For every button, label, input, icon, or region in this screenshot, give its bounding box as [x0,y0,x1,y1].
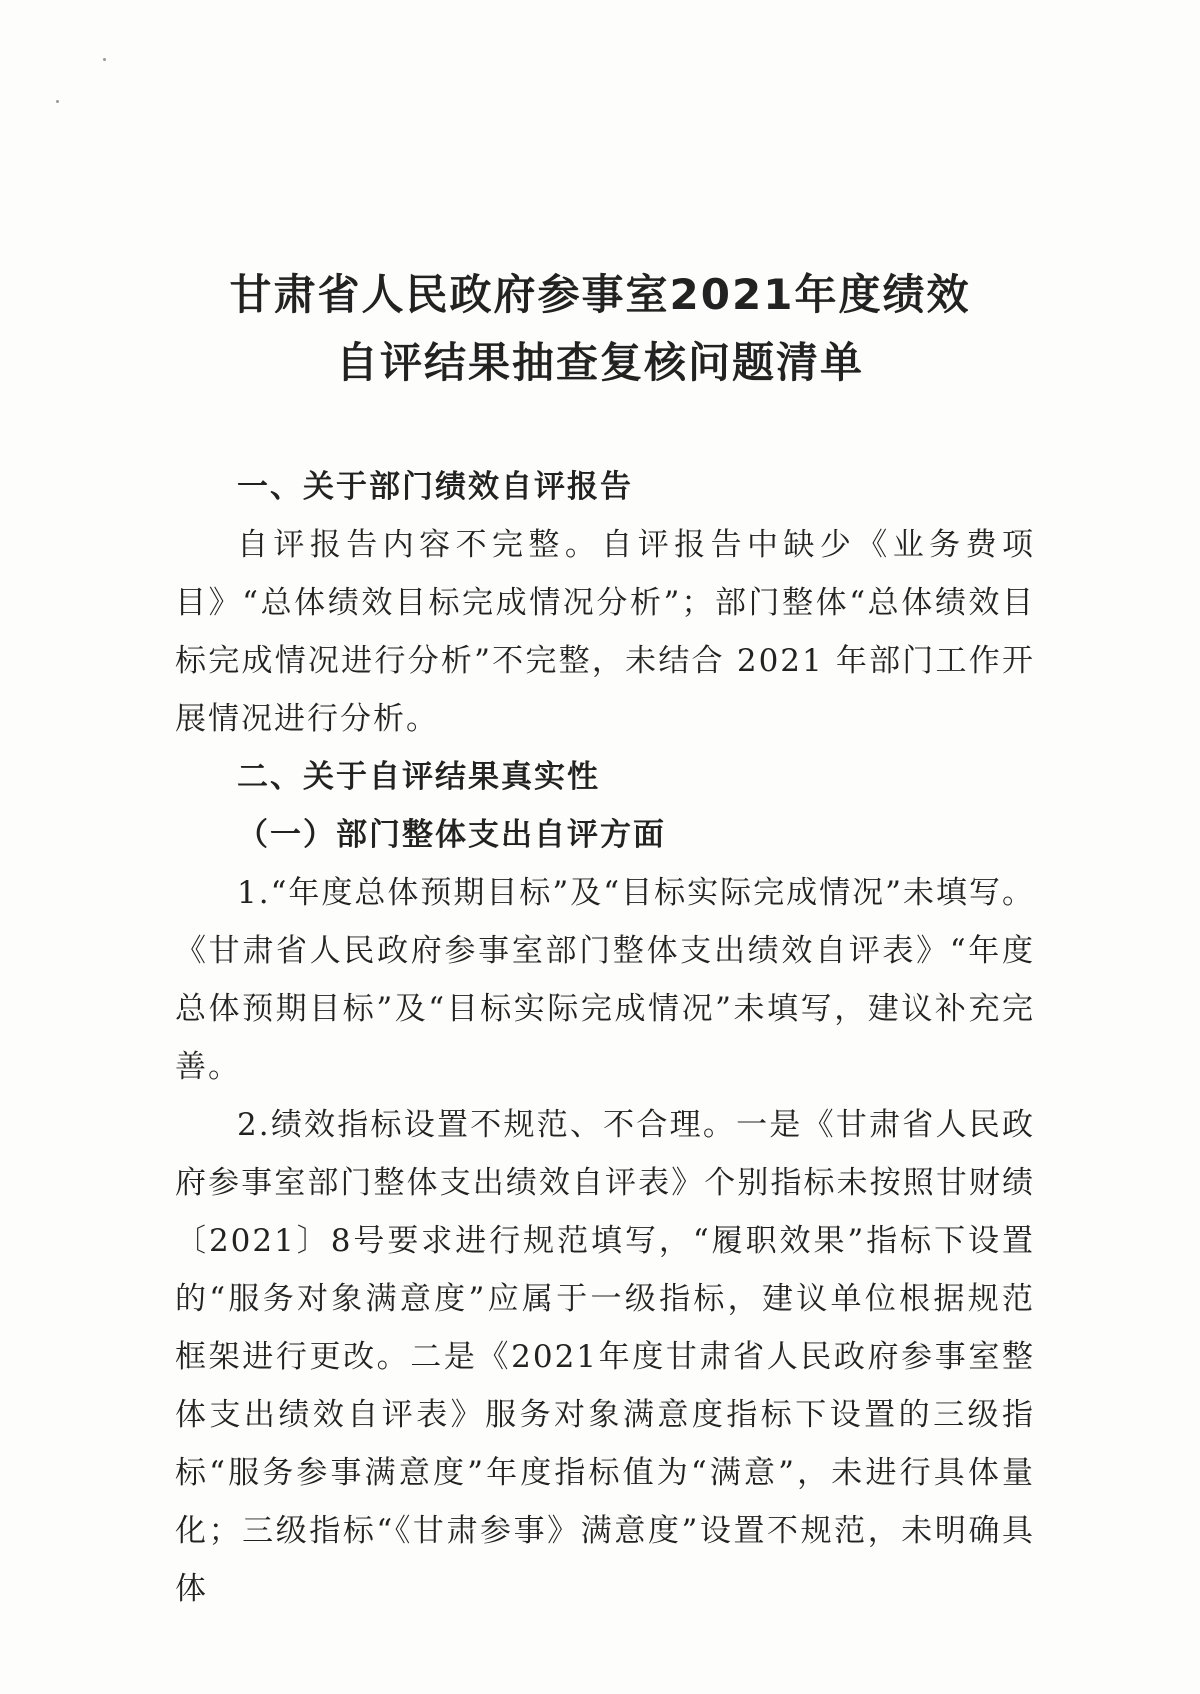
section-heading: 二、关于自评结果真实性 [237,759,600,795]
paragraph: 1.“年度总体预期目标”及“目标实际完成情况”未填写。《甘肃省人民政府参事室部门整体支出绩效自评表》“年度总体预期目标”及“目标实际完成情况”未填写，建议补充完善。 [175,875,1035,1085]
subsection-heading: （一）部门整体支出自评方面 [237,817,666,853]
document-body [175,458,1035,1618]
scan-speck [103,58,106,61]
document-title-line2: 自评结果抽查复核问题清单 [335,338,864,387]
paragraph: 2.绩效指标设置不规范、不合理。一是《甘肃省人民政府参事室部门整体支出绩效自评表》个别指标未按照甘财绩〔2021〕8号要求进行规范填写，“履职效果”指标下设置的“服务对象满意度”应属于一级指标，建议单位根据规范框架进行更改。二是《2021年度甘肃省人民政府参事室整体支出绩效自评表》服务对象满意度指标下设置的三级指标“服务参事满意度”年度指标值为“满意”，未进行具体量化；三级指标“《甘肃参事》满意度”设置不规范，未明确具体 [175,1107,1035,1607]
document-title-line1: 甘肃省人民政府参事室2021年度绩效 [229,270,971,319]
scan-speck [56,100,59,103]
section-heading: 一、关于部门绩效自评报告 [237,469,633,505]
paragraph: 自评报告内容不完整。自评报告中缺少《业务费项目》“总体绩效目标完成情况分析”；部门整体“总体绩效目标完成情况进行分析”不完整，未结合 2021 年部门工作开展情况进行分析。 [175,527,1035,737]
